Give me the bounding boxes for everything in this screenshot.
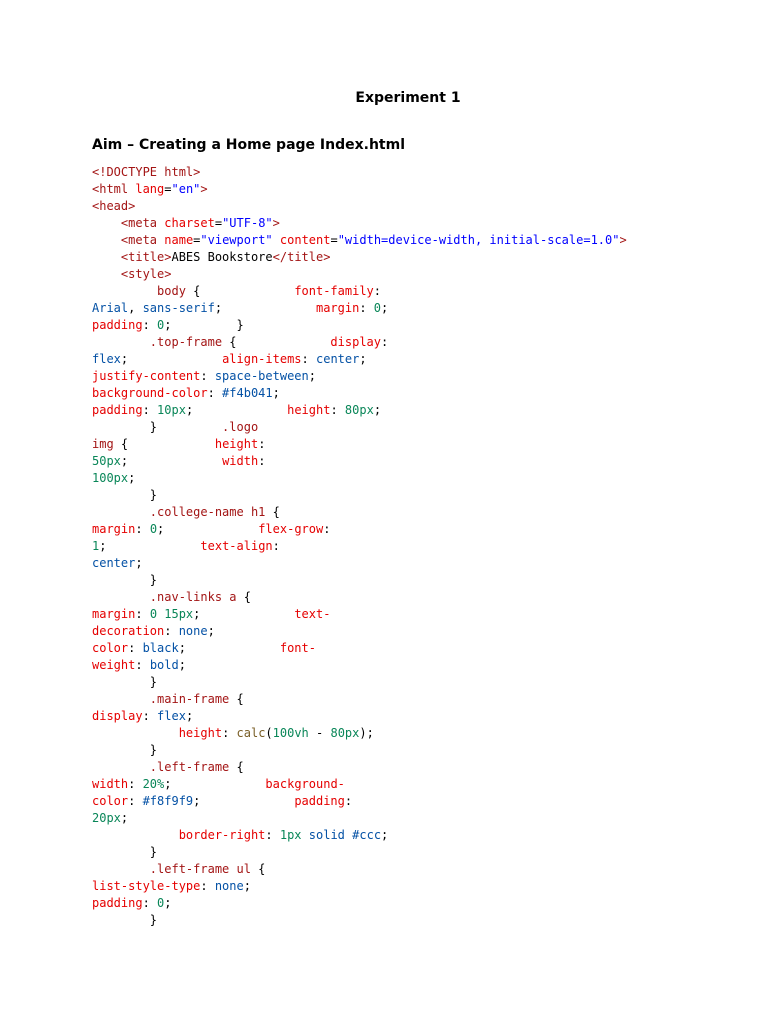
code-token: ; <box>178 641 280 655</box>
code-line <box>92 674 627 691</box>
code-token: img <box>92 437 114 451</box>
code-token: flex <box>157 709 186 723</box>
code-token: padding <box>92 403 143 417</box>
code-token: : <box>135 522 150 536</box>
code-line <box>92 759 627 776</box>
code-token: } <box>92 420 223 434</box>
code-token: space-between <box>214 369 309 383</box>
code-token: 20px <box>92 811 121 825</box>
code-token: padding <box>92 896 143 910</box>
code-token: ; <box>120 454 223 468</box>
code-token: sans-serif <box>142 301 215 315</box>
code-token: ; <box>308 369 316 383</box>
code-line <box>92 555 627 572</box>
code-token: : <box>359 301 374 315</box>
code-line <box>92 317 627 334</box>
code-token: "en" <box>171 182 201 196</box>
code-token <box>92 726 179 740</box>
code-token: flex <box>92 352 121 366</box>
code-line <box>92 657 627 674</box>
code-line <box>92 606 627 623</box>
code-line <box>92 742 627 759</box>
code-token: weight <box>92 658 136 672</box>
code-line <box>92 300 627 317</box>
code-token: } <box>92 845 158 859</box>
code-token: ; <box>381 828 389 842</box>
code-token <box>92 692 150 706</box>
code-token: : <box>265 828 280 842</box>
code-token: color <box>92 794 129 808</box>
code-token: = <box>330 233 338 247</box>
code-token: : <box>207 386 223 400</box>
code-line <box>92 623 627 640</box>
code-token: 0 15px <box>149 607 194 621</box>
code-token: list-style-type <box>92 879 201 893</box>
code-token: "width=device-width, initial-scale=1.0" <box>337 233 620 247</box>
code-token: font-family <box>294 284 374 298</box>
code-token: ; <box>164 896 172 910</box>
code-token: ; <box>373 403 382 417</box>
code-token: : <box>135 607 150 621</box>
code-line <box>92 470 627 487</box>
code-token: black <box>142 641 179 655</box>
code-token: > <box>200 182 208 196</box>
code-line <box>92 249 627 266</box>
code-token: color <box>92 641 129 655</box>
code-token: 0 <box>149 522 158 536</box>
code-token: width <box>92 777 129 791</box>
code-line <box>92 385 627 402</box>
code-token: calc <box>236 726 266 740</box>
code-token: ; <box>193 794 295 808</box>
code-line <box>92 810 627 827</box>
code-line <box>92 283 627 300</box>
code-token: = <box>193 233 201 247</box>
code-token: ; <box>243 879 251 893</box>
code-token: .left-frame <box>149 760 230 774</box>
code-token: > <box>619 233 627 247</box>
code-token: : <box>373 284 382 298</box>
code-token: align-items <box>222 352 302 366</box>
code-line <box>92 589 627 606</box>
code-token: ; <box>381 301 389 315</box>
aim-heading: Aim – Creating a Home page Index.html <box>92 137 406 153</box>
code-token: ; <box>178 658 186 672</box>
code-token: ; <box>120 811 129 825</box>
code-token: 0 <box>157 896 165 910</box>
code-token <box>302 828 309 842</box>
code-token: </title> <box>272 250 331 264</box>
code-token: : <box>200 879 215 893</box>
code-line <box>92 912 627 929</box>
code-token: display <box>92 709 143 723</box>
code-token: ; <box>185 403 288 417</box>
code-token: ); <box>359 726 374 740</box>
code-token: 80px <box>330 726 360 740</box>
code-line <box>92 181 627 198</box>
code-token: text- <box>294 607 331 621</box>
code-token: : <box>272 539 280 553</box>
code-token: 100px <box>92 471 129 485</box>
code-token <box>92 760 150 774</box>
code-token: <meta <box>120 216 165 230</box>
code-line <box>92 368 627 385</box>
code-token: height <box>178 726 223 740</box>
code-token: > <box>272 216 280 230</box>
code-token: <html <box>92 182 136 196</box>
code-token: : <box>142 709 158 723</box>
code-line <box>92 453 627 470</box>
code-token: : <box>142 318 158 332</box>
experiment-heading: Experiment 1 <box>355 90 461 106</box>
code-token: #f8f9f9 <box>142 794 194 808</box>
code-token: padding <box>294 794 345 808</box>
code-token: .college-name h1 <box>149 505 266 519</box>
code-token: lang <box>135 182 165 196</box>
code-token <box>273 233 280 247</box>
code-line <box>92 419 627 436</box>
code-token: font- <box>279 641 316 655</box>
code-token: ; <box>193 607 295 621</box>
code-token: 50px <box>92 454 121 468</box>
code-line <box>92 640 627 657</box>
code-token: 0 <box>157 318 165 332</box>
code-token: ; <box>120 352 223 366</box>
code-token: .logo <box>222 420 259 434</box>
code-line <box>92 844 627 861</box>
code-token: bold <box>149 658 179 672</box>
code-line <box>92 878 627 895</box>
code-line <box>92 538 627 555</box>
code-token: ; <box>185 709 194 723</box>
code-token: center <box>316 352 360 366</box>
code-token: { <box>229 692 244 706</box>
code-token: = <box>164 182 172 196</box>
code-token: #ccc <box>352 828 382 842</box>
code-token: ; } <box>164 318 244 332</box>
code-token: ; <box>157 522 259 536</box>
code-line <box>92 351 627 368</box>
code-token: background- <box>265 777 345 791</box>
code-token: border-right <box>178 828 266 842</box>
code-token: display <box>330 335 381 349</box>
code-token: , <box>128 301 143 315</box>
code-line <box>92 691 627 708</box>
code-token: : <box>301 352 316 366</box>
code-line <box>92 487 627 504</box>
code-token: : <box>128 777 143 791</box>
code-token <box>92 233 121 247</box>
code-token: : <box>381 335 389 349</box>
code-line <box>92 895 627 912</box>
code-token: .left-frame ul <box>149 862 251 876</box>
code-token: 20% <box>142 777 165 791</box>
code-token: .top-frame <box>149 335 223 349</box>
code-token: : <box>258 454 266 468</box>
code-token: none <box>214 879 244 893</box>
code-token: ; <box>135 556 143 570</box>
code-token: center <box>92 556 136 570</box>
code-token <box>92 590 150 604</box>
code-line <box>92 708 627 725</box>
code-token: } <box>92 913 158 927</box>
code-token: margin <box>92 522 136 536</box>
code-token: ABES Bookstore <box>171 250 273 264</box>
code-token: <style> <box>120 267 172 281</box>
code-token: width <box>222 454 259 468</box>
code-token: content <box>279 233 331 247</box>
code-token: ; <box>207 624 215 638</box>
code-line <box>92 402 627 419</box>
code-line <box>92 725 627 742</box>
code-line <box>92 164 627 181</box>
code-token: } <box>92 573 158 587</box>
code-line <box>92 334 627 351</box>
code-token: height <box>214 437 259 451</box>
code-token <box>92 828 179 842</box>
code-token: : <box>258 437 266 451</box>
code-token: flex-grow <box>258 522 324 536</box>
code-token: { <box>113 437 215 451</box>
code-token <box>92 216 121 230</box>
code-token: Arial <box>92 301 129 315</box>
code-token: } <box>92 675 158 689</box>
code-token: { <box>236 590 251 604</box>
code-token: <!DOCTYPE html> <box>92 165 201 179</box>
code-token: - <box>308 726 331 740</box>
code-token: : <box>135 658 150 672</box>
code-token: margin <box>92 607 136 621</box>
code-line <box>92 793 627 810</box>
code-line <box>92 198 627 215</box>
code-token: : <box>164 624 179 638</box>
code-token: ; <box>214 301 316 315</box>
code-line <box>92 521 627 538</box>
code-token: none <box>178 624 208 638</box>
code-line <box>92 266 627 283</box>
code-token: : <box>128 641 143 655</box>
code-token: "viewport" <box>200 233 273 247</box>
code-token <box>92 335 150 349</box>
code-token <box>92 250 121 264</box>
code-token <box>92 505 150 519</box>
code-token: 100vh <box>272 726 309 740</box>
code-token: = <box>214 216 223 230</box>
code-token: margin <box>315 301 360 315</box>
code-token: } <box>92 488 158 502</box>
code-token: { <box>222 335 331 349</box>
code-token: .nav-links a <box>149 590 237 604</box>
code-token <box>92 267 121 281</box>
code-line <box>92 776 627 793</box>
code-token: : <box>330 403 345 417</box>
code-line <box>92 232 627 249</box>
code-token: 1px <box>279 828 302 842</box>
code-token <box>92 862 150 876</box>
code-token: : <box>142 896 158 910</box>
code-token: ; <box>359 352 367 366</box>
code-token: : <box>142 403 158 417</box>
code-line <box>92 827 627 844</box>
code-token: 1 <box>92 539 100 553</box>
code-token: solid <box>308 828 345 842</box>
code-token: 10px <box>157 403 186 417</box>
code-token: padding <box>92 318 143 332</box>
code-token: .main-frame <box>149 692 230 706</box>
code-line <box>92 215 627 232</box>
code-token: : <box>200 369 215 383</box>
code-token: ; <box>128 471 136 485</box>
code-token: ; <box>272 386 280 400</box>
code-token: justify-content <box>92 369 201 383</box>
code-listing <box>92 164 627 929</box>
code-token: ; <box>164 777 266 791</box>
code-token: height <box>287 403 331 417</box>
code-token: <meta <box>120 233 165 247</box>
code-token: } <box>92 743 158 757</box>
code-token: <head> <box>92 199 136 213</box>
code-token: { <box>229 760 244 774</box>
code-token: { <box>250 862 266 876</box>
code-token: { <box>185 284 295 298</box>
code-token: { <box>265 505 280 519</box>
code-token: : <box>222 726 237 740</box>
code-line <box>92 436 627 453</box>
code-line <box>92 572 627 589</box>
code-token: ( <box>265 726 273 740</box>
code-token: body <box>157 284 186 298</box>
code-token: decoration <box>92 624 165 638</box>
code-token: background-color <box>92 386 208 400</box>
code-token: text-align <box>200 539 273 553</box>
code-token: "UTF-8" <box>222 216 273 230</box>
code-token: 0 <box>373 301 382 315</box>
code-line <box>92 861 627 878</box>
code-token: : <box>323 522 331 536</box>
code-token <box>92 284 157 298</box>
code-token: : <box>344 794 353 808</box>
code-line <box>92 504 627 521</box>
code-token: #f4b041 <box>222 386 273 400</box>
code-token: ; <box>99 539 201 553</box>
code-token: <title> <box>120 250 172 264</box>
code-token: name <box>164 233 194 247</box>
code-token: : <box>128 794 143 808</box>
code-token: 80px <box>344 403 374 417</box>
code-token: charset <box>164 216 215 230</box>
